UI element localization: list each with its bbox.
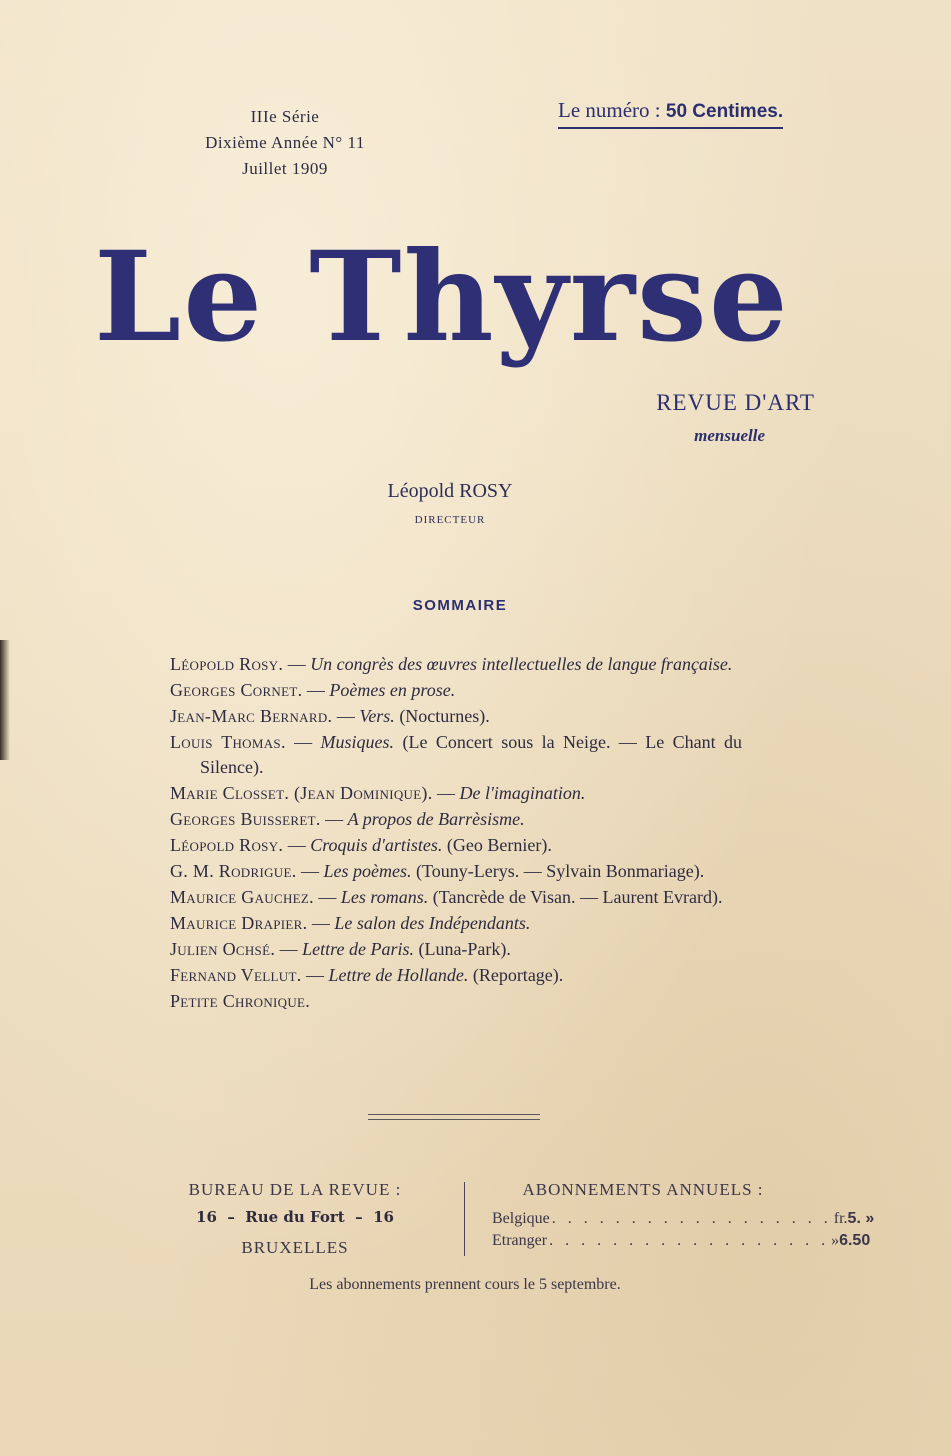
toc-entry: Maurice Gauchez. — Les romans. (Tancrède de Visan. — Laurent Evrard). <box>170 886 723 907</box>
subscription-currency: fr. <box>833 1210 848 1227</box>
toc-author: Marie Closset. (Jean Dominique). <box>170 782 433 803</box>
subscription-row <box>492 1232 871 1250</box>
toc-author: G. M. Rodrigue. <box>170 860 297 881</box>
leader-dots: . . . . . . . . . . . . . . . . . . <box>551 1210 832 1227</box>
director-role: DIRECTEUR <box>414 514 486 526</box>
torn-edge <box>0 640 10 760</box>
subscriptions-heading: ABONNEMENTS ANNUELS : <box>522 1180 764 1199</box>
toc-entry: Maurice Drapier. — Le salon des Indépendants. <box>170 912 531 933</box>
column-divider <box>464 1182 465 1256</box>
issue-info <box>150 104 420 182</box>
masthead-title: Le Thyrse <box>94 225 790 370</box>
toc-title: Musiques. <box>320 732 395 752</box>
toc-author: Julien Ochsé. <box>170 938 276 959</box>
toc-title: Vers. <box>359 706 395 726</box>
toc-details: (Reportage). <box>472 964 564 985</box>
masthead-subtitle: REVUE D'ART <box>656 390 815 415</box>
toc-entry: Jean-Marc Bernard. — Vers. (Nocturnes). <box>170 706 490 726</box>
office-city: BRUXELLES <box>241 1238 349 1257</box>
toc-entry: Léopold Rosy. — Croquis d'artistes. (Geo Bernier). <box>170 834 552 855</box>
periodicity: mensuelle <box>694 426 765 445</box>
subscription-row <box>492 1210 875 1228</box>
director-name: Léopold ROSY <box>387 480 513 502</box>
toc-author: Louis Thomas. <box>170 732 286 752</box>
toc-title: A propos de Barrèsisme. <box>347 808 525 829</box>
toc-title: Un congrès des œuvres intellectuelles de langue française. <box>310 654 733 674</box>
toc-details: (Luna-Park). <box>418 938 511 959</box>
contents-heading: SOMMAIRE <box>412 597 508 614</box>
leader-dots: . . . . . . . . . . . . . . . . . . <box>549 1232 830 1249</box>
toc-entry: Louis Thomas. — Musiques. (Le Concert sous la Neige. — Le Chant du Silence). <box>170 732 743 777</box>
toc-author: Léopold Rosy. <box>170 834 284 855</box>
toc-details: (Touny-Lerys. — Sylvain Bonmariage). <box>416 860 705 881</box>
toc-details: (Le Concert sous la Neige. — Le Chant du Silence). <box>200 732 743 777</box>
toc-entry: Julien Ochsé. — Lettre de Paris. (Luna-Park). <box>170 938 511 959</box>
serie-label: IIIe Série <box>250 107 320 126</box>
toc-title: Le salon des Indépendants. <box>334 912 531 933</box>
toc-author: Maurice Drapier. <box>170 912 308 933</box>
toc-details: (Geo Bernier). <box>446 834 552 855</box>
office-address: 16 – Rue du Fort – 16 <box>196 1208 394 1226</box>
toc-title: Croquis d'artistes. <box>310 834 443 855</box>
toc-author: Georges Cornet. <box>170 680 303 700</box>
toc-title: Poèmes en prose. <box>329 680 456 700</box>
toc-entry: Georges Cornet. — Poèmes en prose. <box>170 680 456 700</box>
toc-title: De l'imagination. <box>459 782 586 803</box>
toc-author: Georges Buisseret. <box>170 808 321 829</box>
divider-rule <box>368 1114 540 1115</box>
toc-author: Léopold Rosy. <box>170 654 284 674</box>
divider-rule <box>368 1119 540 1120</box>
toc-entry: Marie Closset. (Jean Dominique). — De l'imagination. <box>170 782 586 803</box>
subscription-currency: » <box>831 1232 840 1249</box>
office-heading: BUREAU DE LA REVUE : <box>188 1180 402 1199</box>
subscription-note: Les abonnements prennent cours le 5 septembre. <box>309 1276 621 1293</box>
table-of-contents <box>170 652 742 1015</box>
subscription-price: 5. » <box>847 1210 875 1227</box>
toc-author: Fernand Vellut. <box>170 964 302 985</box>
toc-title: Lettre de Hollande. <box>328 964 469 985</box>
toc-title: Les poèmes. <box>323 860 412 881</box>
toc-entry: Georges Buisseret. — A propos de Barrèsisme. <box>170 808 525 829</box>
subscription-price: 6.50 <box>839 1232 871 1249</box>
toc-author: Petite Chronique. <box>170 990 311 1011</box>
toc-author: Maurice Gauchez. <box>170 886 314 907</box>
toc-details: (Nocturnes). <box>399 706 490 726</box>
toc-author: Jean-Marc Bernard. <box>170 706 333 726</box>
toc-entry <box>170 989 742 1014</box>
toc-entry: Fernand Vellut. — Lettre de Hollande. (Reportage). <box>170 964 564 985</box>
price-prefix: Le numéro : <box>558 98 661 122</box>
subscription-country: Belgique <box>492 1210 550 1227</box>
toc-details: (Tancrède de Visan. — Laurent Evrard). <box>432 886 723 907</box>
toc-entry: Léopold Rosy. — Un congrès des œuvres intellectuelles de langue française. <box>170 654 733 674</box>
price-value: 50 Centimes. <box>665 101 784 122</box>
annee-label: Dixième Année N° 11 <box>205 133 365 152</box>
toc-entry: G. M. Rodrigue. — Les poèmes. (Touny-Lerys. — Sylvain Bonmariage). <box>170 860 705 881</box>
date-label: Juillet 1909 <box>242 159 328 178</box>
subscription-country: Etranger <box>492 1232 548 1249</box>
toc-title: Les romans. <box>340 886 429 907</box>
toc-title: Lettre de Paris. <box>302 938 414 959</box>
price-label <box>558 98 783 129</box>
